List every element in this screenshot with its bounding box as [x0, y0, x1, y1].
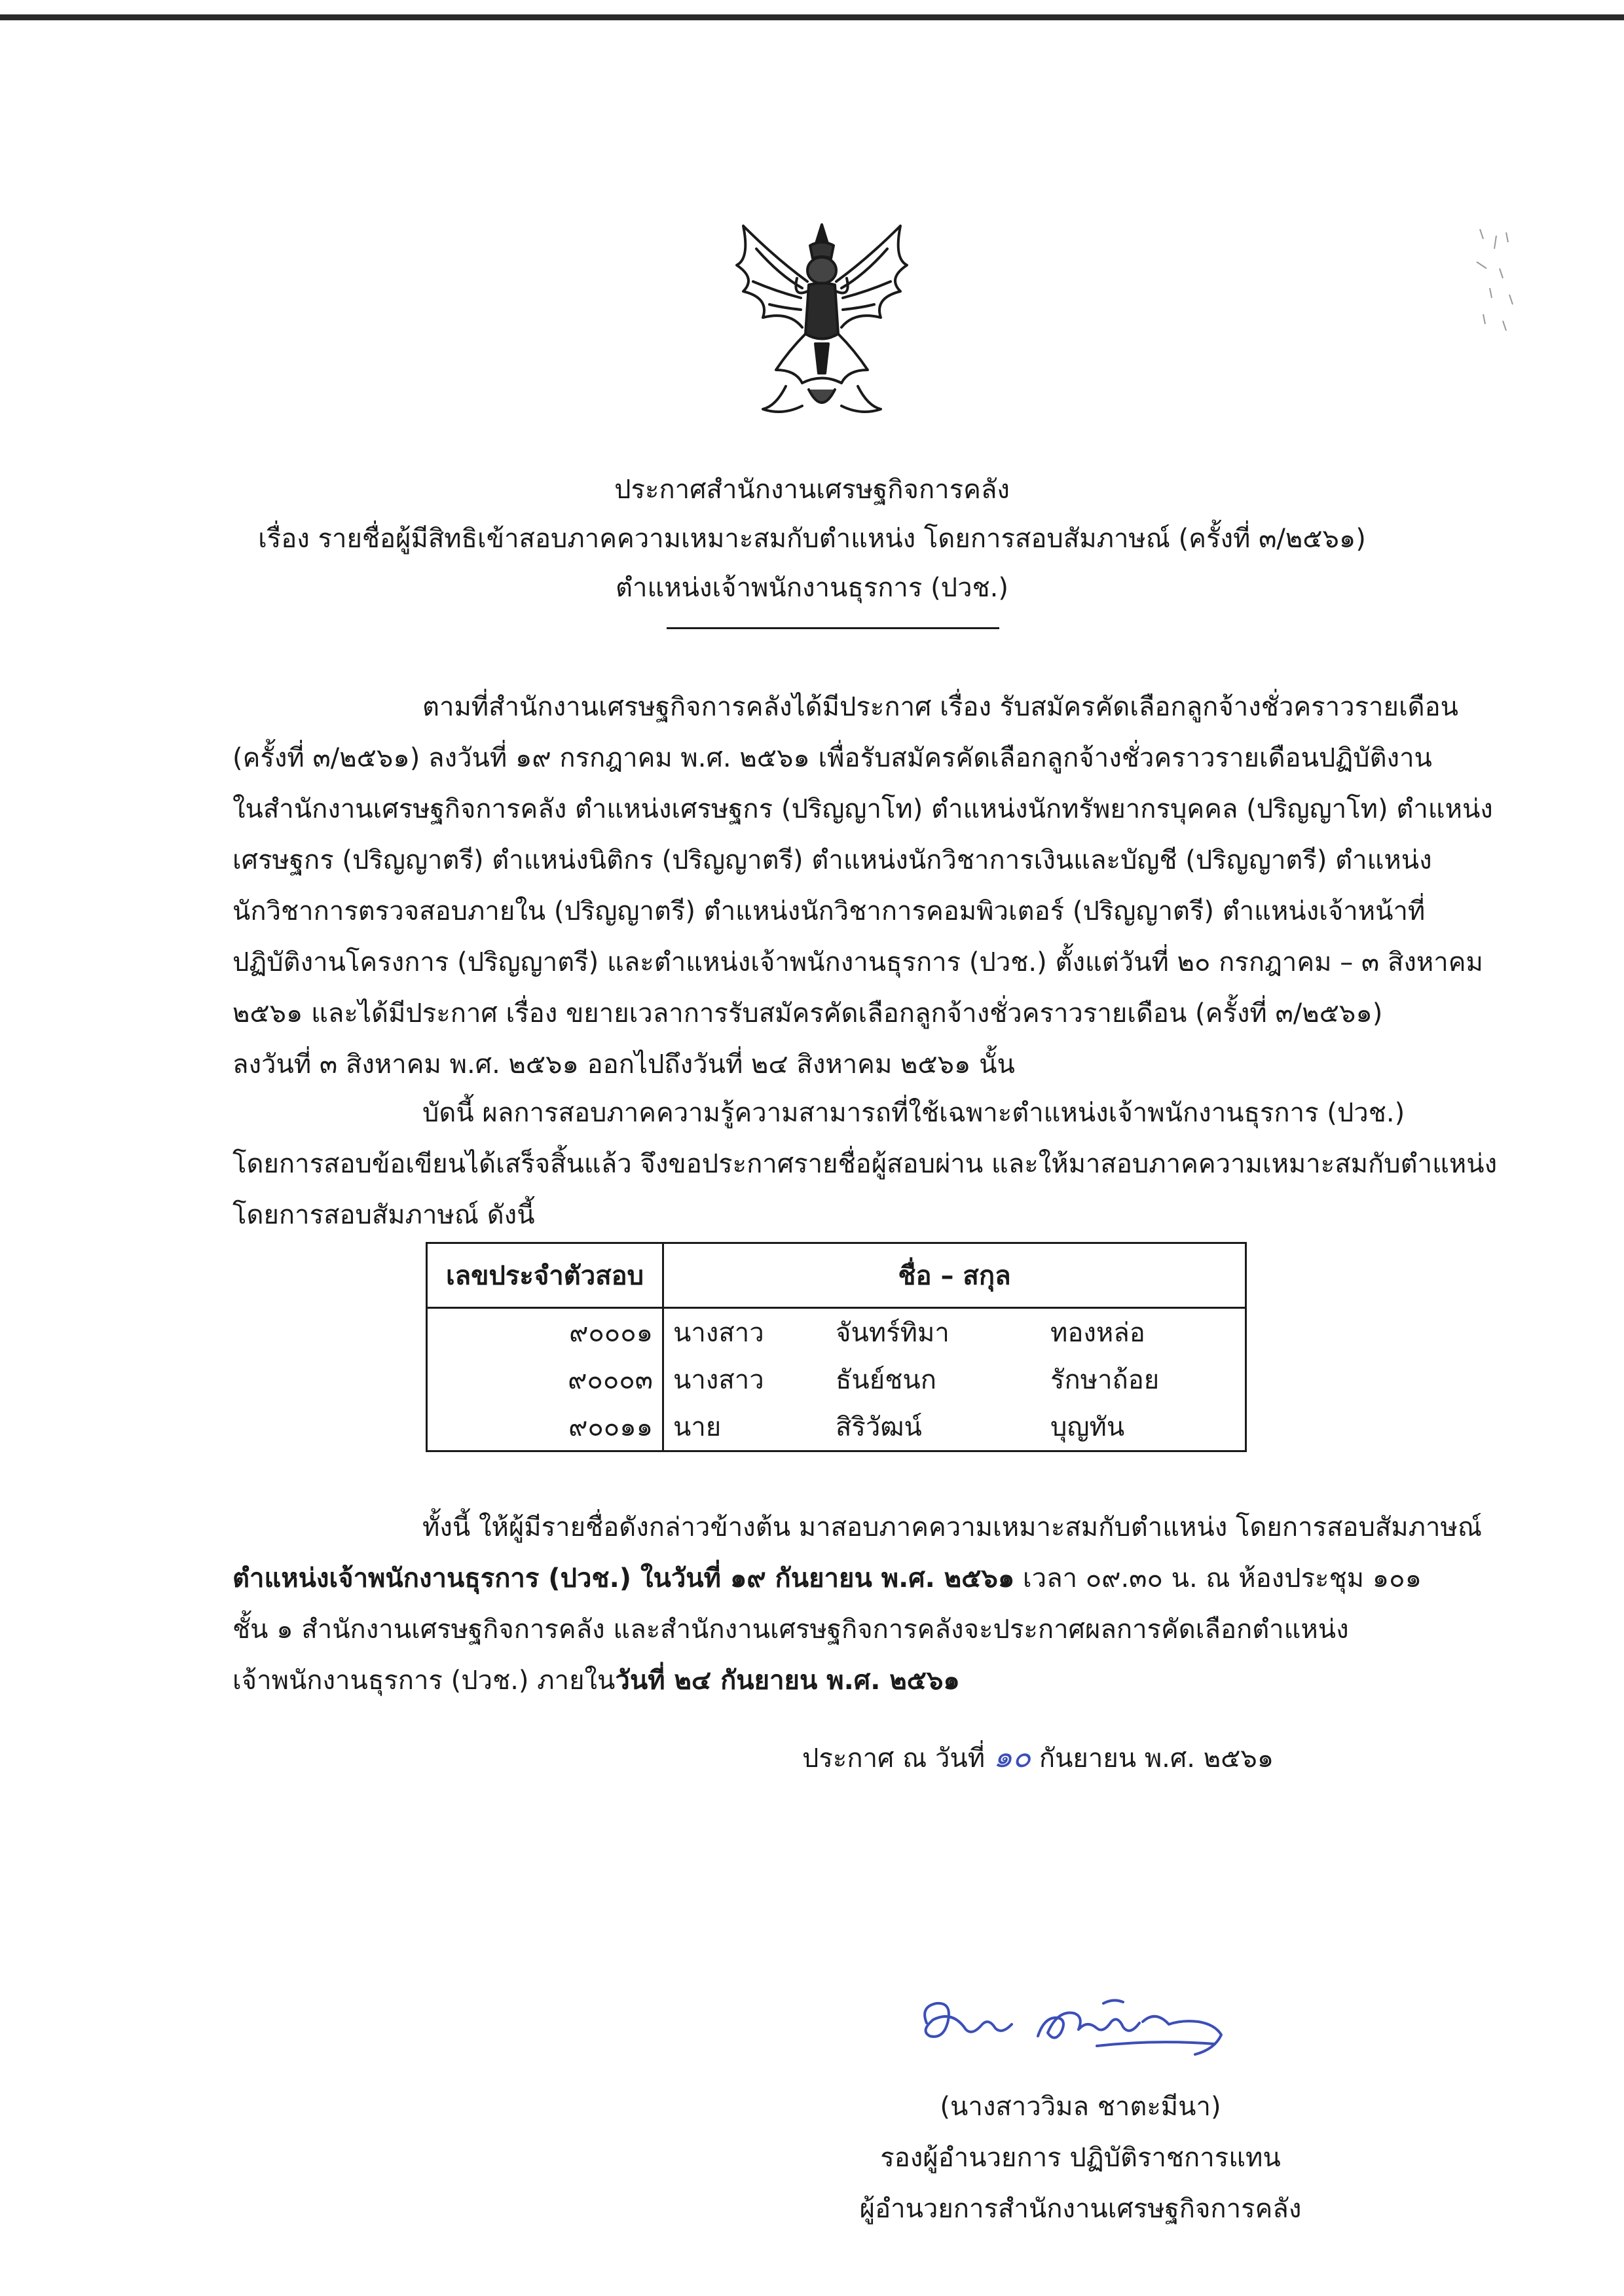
para1-line3: ในสำนักงานเศรษฐกิจการคลัง ตำแหน่งเศรษฐกร (ปริญญาโท) ตำแหน่งนักทรัพยากรบุคคล (ปริญญาโท) ตำแหน่ง: [232, 794, 1493, 824]
para1-line8: ลงวันที่ ๓ สิงหาคม พ.ศ. ๒๕๖๑ ออกไปถึงวันที่ ๒๔ สิงหาคม ๒๕๖๑ นั้น: [232, 1049, 1015, 1080]
table-header-row: [427, 1243, 1246, 1308]
announcement-subject: เรื่อง รายชื่อผู้มีสิทธิเข้าสอบภาคความเหมาะสมกับตำแหน่ง โดยการสอบสัมภาษณ์ (ครั้งที่ ๓/๒๕๖๑): [258, 524, 1366, 554]
para2-line3: โดยการสอบสัมภาษณ์ ดังนี้: [232, 1200, 535, 1230]
last-name-cell: บุญทัน: [1041, 1403, 1246, 1451]
header-full-name: ชื่อ – สกุล: [663, 1243, 1246, 1308]
header-exam-id: เลขประจำตัวสอบ: [427, 1243, 663, 1308]
para1-line1: ตามที่สำนักงานเศรษฐกิจการคลังได้มีประกาศ เรื่อง รับสมัครคัดเลือกลูกจ้างชั่วคราวรายเดือน: [422, 692, 1458, 722]
scan-top-border: [0, 14, 1624, 20]
title-cell: นางสาว: [663, 1308, 827, 1357]
para1-line4: เศรษฐกร (ปริญญาตรี) ตำแหน่งนิติกร (ปริญญาตรี) ตำแหน่งนักวิชาการเงินและบัญชี (ปริญญาตรี) ตำแหน่ง: [232, 845, 1432, 875]
candidate-table: [426, 1242, 1247, 1452]
first-name-cell: สิริวัฒน์: [826, 1403, 1041, 1451]
title-cell: นางสาว: [663, 1356, 827, 1403]
table-row: [427, 1308, 1246, 1357]
signatory-organization: ผู้อำนวยการสำนักงานเศรษฐกิจการคลัง: [859, 2194, 1302, 2224]
garuda-emblem: [724, 219, 920, 422]
handwritten-day: ๑๐: [993, 1739, 1031, 1774]
handwritten-signature: [907, 1984, 1261, 2069]
announce-suffix: กันยายน พ.ศ. ๒๕๖๑: [1039, 1743, 1274, 1774]
para3-line4: [232, 1662, 960, 1699]
title-cell: นาย: [663, 1403, 827, 1451]
para2-line1: บัดนี้ ผลการสอบภาคความรู้ความสามารถที่ใช้เฉพาะตำแหน่งเจ้าพนักงานธุรการ (ปวช.): [422, 1098, 1405, 1128]
exam-id-cell: ๙๐๐๐๓: [427, 1356, 663, 1403]
signatory-name: (นางสาววิมล ชาตะมีนา): [940, 2092, 1221, 2122]
para3-line2: [232, 1560, 1422, 1597]
para1-line6: ปฏิบัติงานโครงการ (ปริญญาตรี) และตำแหน่งเจ้าพนักงานธุรการ (ปวช.) ตั้งแต่วันที่ ๒๐ กรกฎาคม – ๓ สิงหาคม: [232, 947, 1483, 977]
last-name-cell: ทองหล่อ: [1041, 1308, 1246, 1357]
title-underline: [667, 627, 999, 629]
first-name-cell: ธันย์ชนก: [836, 1365, 936, 1395]
result-date-bold: วันที่ ๒๔ กันยายน พ.ศ. ๒๕๖๑: [615, 1666, 960, 1696]
last-name-cell: รักษาถ้อย: [1041, 1356, 1246, 1403]
table-row: [427, 1356, 1246, 1403]
scan-artifact: [1467, 223, 1526, 340]
exam-id-cell: ๙๐๐๑๑: [427, 1403, 663, 1451]
exam-id-cell: ๙๐๐๐๑: [427, 1308, 663, 1357]
para3-line1: ทั้งนี้ ให้ผู้มีรายชื่อดังกล่าวข้างต้น มาสอบภาคความเหมาะสมกับตำแหน่ง โดยการสอบสัมภาษณ์: [422, 1512, 1482, 1542]
signatory-title: รองผู้อำนวยการ ปฏิบัติราชการแทน: [880, 2143, 1281, 2173]
interview-date-bold: ตำแหน่งเจ้าพนักงานธุรการ (ปวช.) ในวันที่ ๑๙ กันยายน พ.ศ. ๒๕๖๑: [232, 1563, 1015, 1594]
announcement-title: ประกาศสำนักงานเศรษฐกิจการคลัง: [614, 475, 1010, 505]
interview-time-place: เวลา ๐๙.๓๐ น. ณ ห้องประชุม ๑๐๑: [1014, 1563, 1422, 1594]
para2-line2: โดยการสอบข้อเขียนได้เสร็จสิ้นแล้ว จึงขอประกาศรายชื่อผู้สอบผ่าน และให้มาสอบภาคความเหมาะสมกับตำแหน่ง: [232, 1149, 1498, 1179]
announcement-position: ตำแหน่งเจ้าพนักงานธุรการ (ปวช.): [616, 573, 1008, 603]
table-row: [427, 1403, 1246, 1451]
para3-line3: ชั้น ๑ สำนักงานเศรษฐกิจการคลัง และสำนักงานเศรษฐกิจการคลังจะประกาศผลการคัดเลือกตำแหน่ง: [232, 1614, 1349, 1645]
para1-line2: (ครั้งที่ ๓/๒๕๖๑) ลงวันที่ ๑๙ กรกฎาคม พ.ศ. ๒๕๖๑ เพื่อรับสมัครคัดเลือกลูกจ้างชั่วคราวรายเดือนปฏิบัติงาน: [232, 743, 1432, 773]
result-position-text: เจ้าพนักงานธุรการ (ปวช.) ภายใน: [232, 1666, 616, 1696]
announce-prefix: ประกาศ ณ วันที่: [802, 1743, 986, 1774]
para1-line5: นักวิชาการตรวจสอบภายใน (ปริญญาตรี) ตำแหน่งนักวิชาการคอมพิวเตอร์ (ปริญญาตรี) ตำแหน่งเจ้าหน้าที่: [232, 896, 1426, 926]
announce-date-line: [802, 1738, 1274, 1777]
para1-line7: ๒๕๖๑ และได้มีประกาศ เรื่อง ขยายเวลาการรับสมัครคัดเลือกลูกจ้างชั่วคราวรายเดือน (ครั้งที่ ๓/๒๕๖๑): [232, 998, 1383, 1029]
first-name-cell: จันทร์ทิมา: [836, 1318, 950, 1348]
